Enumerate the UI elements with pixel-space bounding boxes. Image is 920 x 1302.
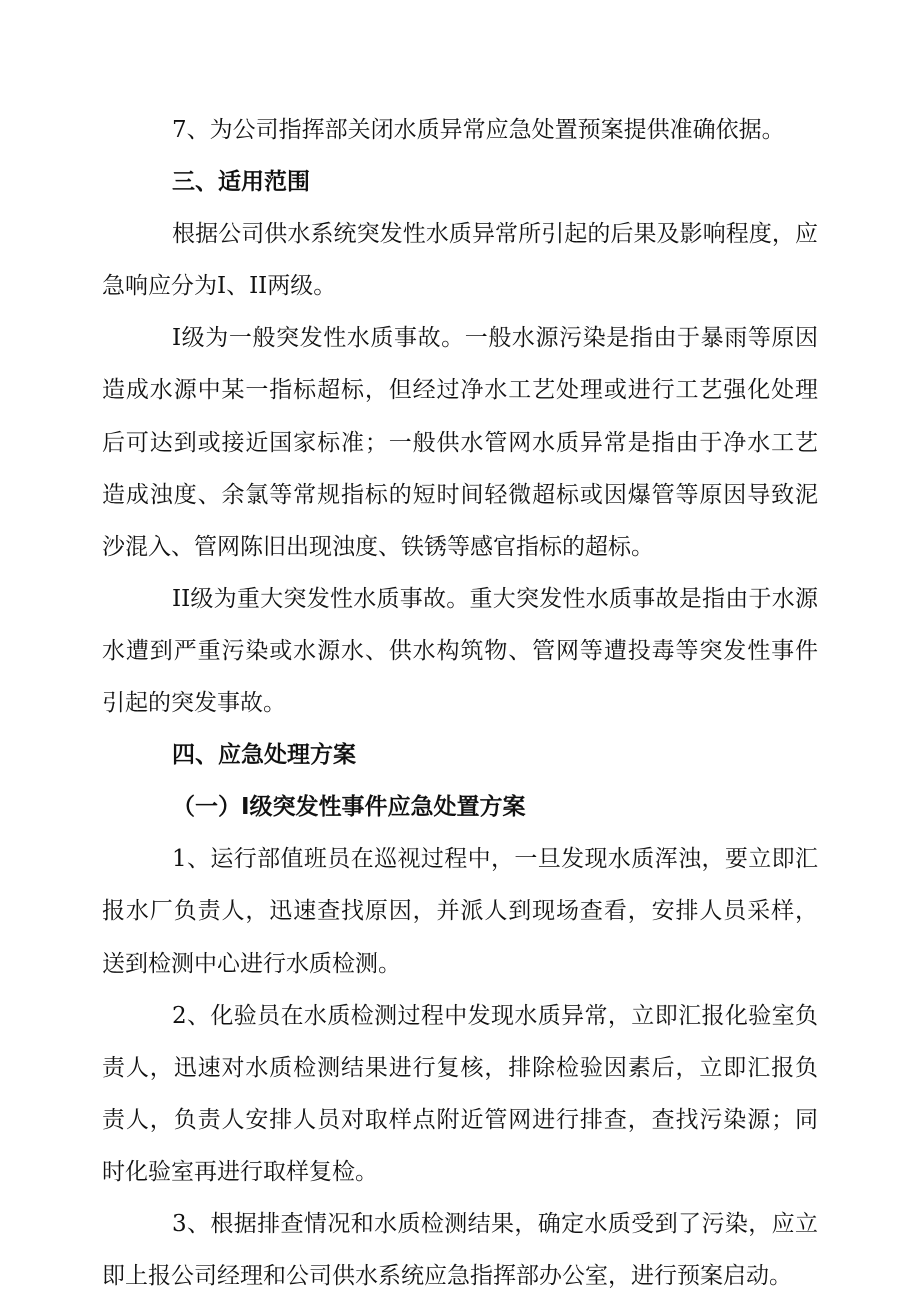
section-heading	[102, 156, 818, 208]
section-heading	[102, 729, 818, 781]
paragraph-line: 沙混入、管网陈旧出现浊度、铁锈等感官指标的超标。	[102, 533, 654, 560]
paragraph-line: 急响应分为I、II两级。	[102, 273, 337, 300]
paragraph-line: 责人，迅速对水质检测结果进行复核，排除检验因素后，立即汇报负	[102, 1054, 818, 1081]
paragraph-line: 时化验室再进行取样复检。	[102, 1158, 378, 1185]
paragraph-line: 2、化验员在水质检测过程中发现水质异常，立即汇报化验室负	[172, 1002, 818, 1029]
paragraph-line: I级为一般突发性水质事故。一般水源污染是指由于暴雨等原因	[172, 325, 818, 352]
paragraph-line: 1、运行部值班员在巡视过程中，一旦发现水质浑浊，要立即汇	[172, 846, 818, 873]
paragraph-line: 送到检测中心进行水质检测。	[102, 950, 401, 977]
paragraph-line: 责人，负责人安排人员对取样点附近管网进行排查，查找污染源；同	[102, 1106, 818, 1133]
paragraph-line: 引起的突发事故。	[102, 690, 286, 717]
heading-text: 三、适用范围	[172, 169, 310, 196]
paragraph-line: 造成水源中某一指标超标，但经过净水工艺处理或进行工艺强化处理	[102, 377, 818, 404]
heading-text: （一）I级突发性事件应急处置方案	[172, 794, 526, 821]
paragraph	[102, 833, 818, 989]
paragraph	[102, 104, 818, 156]
section-heading	[102, 781, 818, 833]
paragraph-line: 后可达到或接近国家标准；一般供水管网水质异常是指由于净水工艺	[102, 429, 818, 456]
paragraph-line: 造成浊度、余氯等常规指标的短时间轻微超标或因爆管等原因导致泥	[102, 481, 818, 508]
paragraph-line: 报水厂负责人，迅速查找原因，并派人到现场查看，安排人员采样，	[102, 898, 818, 925]
paragraph	[102, 1198, 818, 1302]
document-page	[102, 104, 818, 1302]
paragraph-line: 7、为公司指挥部关闭水质异常应急处置预案提供准确依据。	[172, 117, 785, 143]
paragraph	[102, 990, 818, 1198]
paragraph-line: 根据公司供水系统突发性水质异常所引起的后果及影响程度，应	[172, 221, 818, 248]
paragraph-line: 水遭到严重污染或水源水、供水构筑物、管网等遭投毒等突发性事件	[102, 637, 818, 664]
heading-text: 四、应急处理方案	[172, 742, 356, 769]
paragraph-line: 3、根据排查情况和水质检测结果，确定水质受到了污染，应立	[172, 1210, 818, 1237]
paragraph	[102, 312, 818, 572]
paragraph-line: 即上报公司经理和公司供水系统应急指挥部办公室，进行预案启动。	[102, 1263, 792, 1290]
paragraph-line: II级为重大突发性水质事故。重大突发性水质事故是指由于水源	[172, 585, 818, 612]
paragraph	[102, 573, 818, 729]
paragraph	[102, 208, 818, 312]
